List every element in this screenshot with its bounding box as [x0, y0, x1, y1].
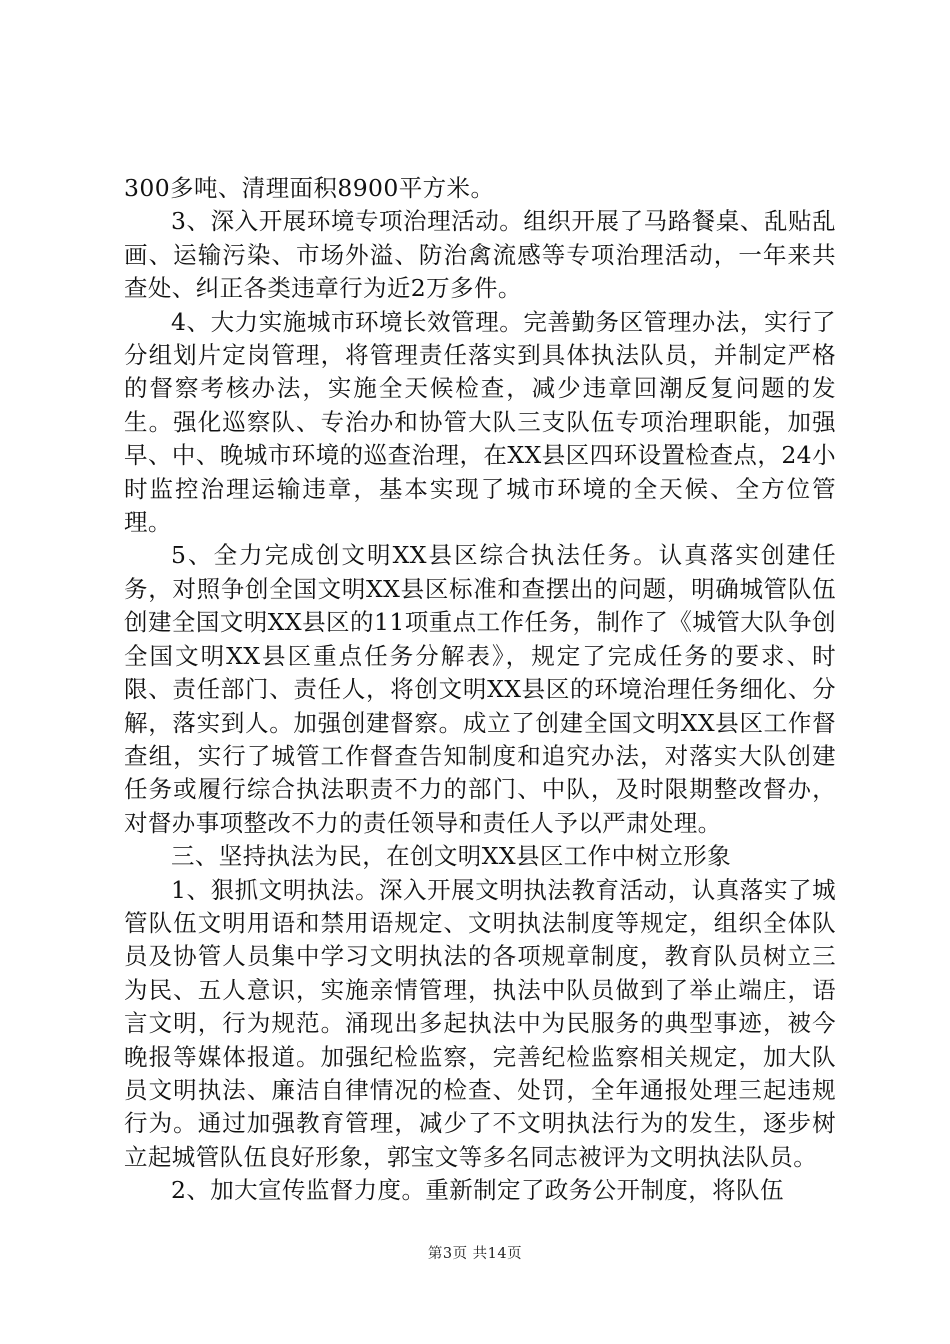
page-footer: 第3页 共14页 — [427, 1246, 523, 1262]
paragraph-item-5: 5、全力完成创文明XX县区综合执法任务。认真落实创建任务，对照争创全国文明XX县区标准和查摆出的问题，明确城管队伍创建全国文明XX县区的11项重点工作任务，制作了《城管大队争创全国文明XX县区重点任务分解表》，规定了完成任务的要求、时限、责任部门、责任人，将创文明XX县区的环境治理任务细化、分解，落实到人。加强创建督察。成立了创建全国文明XX县区工作督查组，实行了城管工作督查告知制度和追究办法，对落实大队创建任务或履行综合执法职责不力的部门、中队，及时限期整改督办，对督办事项整改不力的责任领导和责任人予以严肃处理。 — [124, 541, 836, 837]
paragraph-continuation: 300多吨、清理面积8900平方米。 — [124, 174, 495, 202]
paragraph-item-4: 4、大力实施城市环境长效管理。完善勤务区管理办法，实行了分组划片定岗管理，将管理责任落实到具体执法队员，并制定严格的督察考核办法，实施全天候检查，减少违章回潮反复问题的发生。强化巡察队、专治办和协管大队三支队伍专项治理职能，加强早、中、晚城市环境的巡查治理，在XX县区四环设置检查点，24小时监控治理运输违章，基本实现了城市环境的全天候、全方位管理。 — [124, 307, 836, 537]
paragraph-item-2: 2、加大宣传监督力度。重新制定了政务公开制度，将队伍 — [171, 1176, 784, 1205]
section-heading: 三、坚持执法为民，在创文明XX县区工作中树立形象 — [171, 842, 732, 871]
paragraph-item-3: 3、深入开展环境专项治理活动。组织开展了马路餐桌、乱贴乱画、运输污染、市场外溢、防治禽流感等专项治理活动，一年来共查处、纠正各类违章行为近2万多件。 — [124, 207, 836, 303]
body-text — [124, 172, 836, 1208]
paragraph-item-1: 1、狠抓文明执法。深入开展文明执法教育活动，认真落实了城管队伍文明用语和禁用语规定、文明执法制度等规定，组织全体队员及协管人员集中学习文明执法的各项规章制度，教育队员树立三为民、五人意识，实施亲情管理，执法中队员做到了举止端庄，语言文明，行为规范。涌现出多起执法中为民服务的典型事迹，被今晚报等媒体报道。加强纪检监察，完善纪检监察相关规定，加大队员文明执法、廉洁自律情况的检查、处罚，全年通报处理三起违规行为。通过加强教育管理，减少了不文明执法行为的发生，逐步树立起城管队伍良好形象，郭宝文等多名同志被评为文明执法队员。 — [124, 875, 836, 1171]
